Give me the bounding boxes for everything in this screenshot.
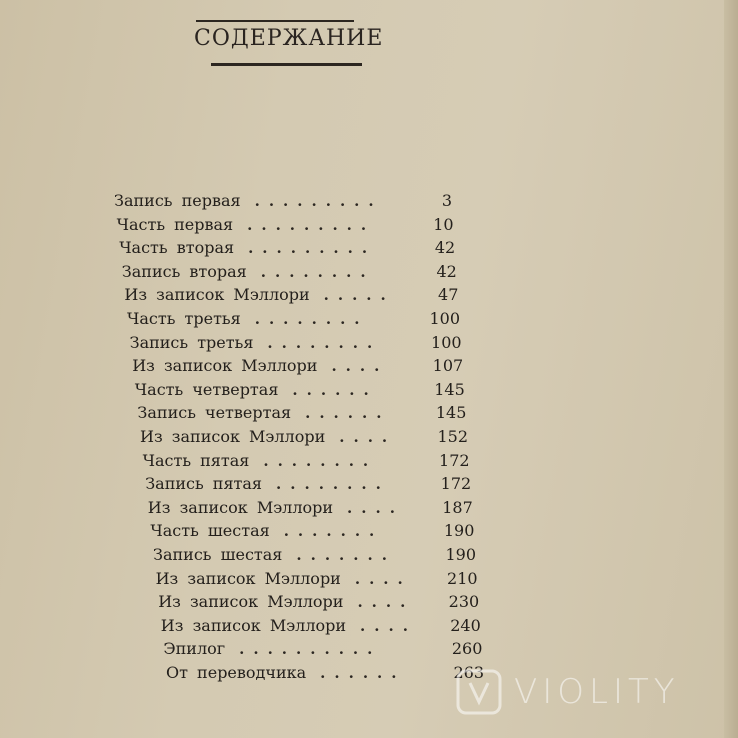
toc-entry-title: Запись третья (129, 332, 254, 352)
toc-entry-title: Запись вторая (121, 261, 247, 281)
toc-entry-page: 145 (434, 379, 465, 399)
toc-entry (158, 590, 479, 614)
toc-entry (156, 567, 478, 591)
toc-dot-leader: .... (339, 428, 397, 446)
toc-entry-title: Из записок Мэллори (155, 568, 341, 588)
toc-entry-page: 42 (436, 261, 457, 281)
toc-dot-leader: ........ (276, 475, 390, 494)
toc-entry-title: Запись первая (114, 191, 241, 210)
toc-entry-page: 10 (433, 214, 454, 234)
toc-dot-leader: ....... (283, 522, 384, 541)
toc-entry (143, 449, 470, 473)
toc-dot-leader: .......... (239, 640, 382, 659)
toc-entry-title: Из записок Мэллори (140, 427, 326, 446)
toc-entry-page: 42 (434, 238, 456, 258)
toc-entry (135, 378, 465, 402)
toc-entry-title: Часть вторая (119, 238, 235, 258)
toc-entry-page: 100 (429, 309, 460, 328)
toc-entry-title: Запись четвертая (137, 403, 292, 423)
toc-entry (127, 307, 460, 331)
toc-dot-leader: .... (331, 357, 389, 376)
toc-entry (119, 236, 455, 260)
toc-entry-page: 263 (453, 663, 484, 682)
toc-dot-leader: ....... (296, 546, 396, 564)
toc-entry-page: 190 (445, 545, 476, 564)
toc-entry-title: Часть шестая (150, 521, 270, 541)
toc-dot-leader: ........ (263, 451, 378, 470)
toc-entry-title: Эпилог (163, 639, 226, 659)
toc-entry-page: 47 (438, 285, 459, 305)
toc-entry-title: Из записок Мэллори (147, 497, 334, 517)
toc-dot-leader: ........ (254, 310, 369, 328)
toc-entry (124, 283, 458, 307)
toc-entry (137, 401, 466, 425)
toc-entry-title: Часть четвертая (134, 379, 279, 399)
toc-entry-title: Часть пятая (142, 450, 250, 470)
toc-entry-page: 260 (451, 639, 483, 659)
toc-entry-page: 3 (441, 191, 452, 210)
toc-dot-leader: .... (347, 498, 404, 517)
toc-entry (114, 189, 452, 213)
toc-entry-page: 145 (435, 403, 467, 423)
toc-entry-title: Из записок Мэллори (160, 615, 347, 635)
watermark-text: VIOLITY (514, 672, 680, 712)
toc-entry (163, 637, 482, 661)
toc-entry-page: 190 (443, 521, 475, 541)
toc-entry-title: Из записок Мэллори (124, 285, 310, 305)
toc-dot-leader: ..... (323, 286, 395, 305)
violity-logo-icon (456, 669, 502, 715)
toc-entry-title: Часть третья (127, 309, 241, 328)
toc-entry-title: От переводчика (166, 663, 307, 682)
toc-entry-page: 107 (432, 356, 464, 376)
toc-entry-page: 152 (437, 427, 468, 446)
toc-entry-title: Из записок Мэллори (132, 356, 318, 376)
toc-dot-leader: .... (357, 593, 415, 612)
toc-entry (148, 496, 473, 520)
toc-entry (117, 213, 454, 237)
toc-entry-page: 172 (440, 474, 472, 494)
toc-entry (140, 425, 468, 449)
toc-dot-leader: ......... (248, 239, 377, 258)
toc-entry-page: 210 (447, 568, 478, 588)
watermark (456, 666, 680, 718)
toc-entry (153, 543, 476, 567)
toc-entry-title: Запись пятая (145, 474, 263, 494)
toc-entry (166, 661, 484, 685)
toc-dot-leader: ...... (292, 380, 378, 399)
toc-dot-leader: ......... (254, 192, 383, 210)
toc-entry (130, 331, 462, 355)
toc-entry-title: Часть первая (116, 214, 234, 234)
toc-dot-leader: ........ (267, 333, 382, 352)
toc-entry (150, 519, 474, 543)
toc-entry-page: 172 (439, 450, 470, 470)
toc-entry (132, 354, 463, 378)
toc-dot-leader: ........ (260, 262, 375, 281)
toc-dot-leader: .... (354, 569, 412, 588)
toc-dot-leader: .... (360, 616, 417, 635)
toc-dot-leader: ...... (320, 664, 406, 682)
toc-entry-title: Из записок Мэллори (158, 592, 344, 612)
toc-entry-page: 100 (431, 332, 462, 352)
toc-entry-page: 187 (442, 497, 473, 517)
toc-dot-leader: ...... (305, 404, 391, 423)
toc-entry (161, 614, 481, 638)
toc-entry-page: 240 (450, 615, 481, 635)
toc-entry-title: Запись шестая (153, 545, 283, 564)
page-title: СОДЕРЖАНИЕ (194, 26, 384, 51)
toc-dot-leader: ......... (247, 215, 376, 234)
toc-entry (122, 260, 457, 284)
toc-entry-page: 230 (448, 592, 480, 612)
toc-entry (145, 472, 471, 496)
